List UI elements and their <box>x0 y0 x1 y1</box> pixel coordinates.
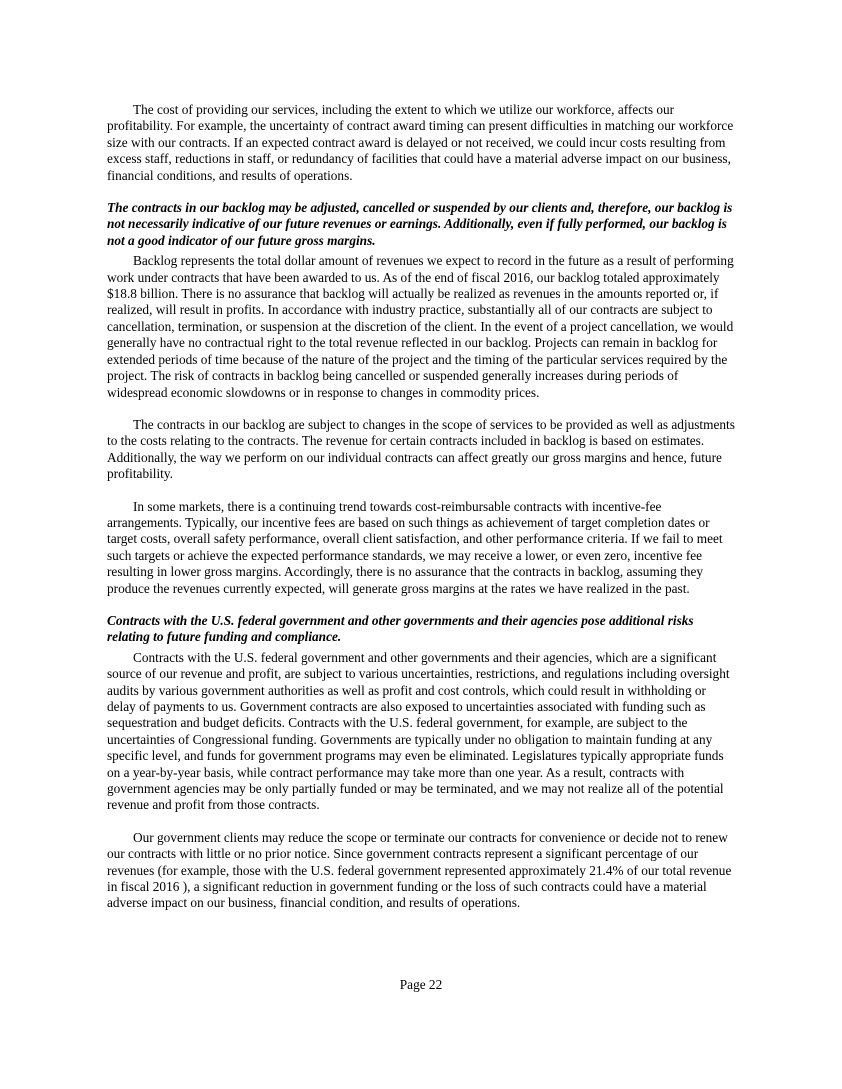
paragraph-government-uncertainties: Contracts with the U.S. federal government and other governments and their agencies, which are a significant source of our revenue and profit, are subject to various uncertainties, restrictions, and regulations including oversight audits by various government authorities as well as profit and cost controls, which could result in withholding or delay of payments to us. Government contracts are also exposed to uncertainties associated with funding such as sequestration and budget deficits. Contracts with the U.S. federal government, for example, are subject to the uncertainties of Congressional funding. Governments are typically under no obligation to maintain funding at any specific level, and funds for government programs may even be eliminated. Legislatures typically appropriate funds on a year-by-year basis, while contract performance may take more than one year. As a result, contracts with government agencies may be only partially funded or may be terminated, and we may not realize all of the potential revenue and profit from those contracts. <box>107 649 730 813</box>
paragraph-incentive-fees: In some markets, there is a continuing trend towards cost-reimbursable contracts with incentive-fee arrangements. Typically, our incentive fees are based on such things as achievement of target completion dates or target costs, overall safety performance, overall client satisfaction, and other performance criteria. If we fail to meet such targets or achieve the expected performance standards, we may receive a lower, or even zero, incentive fee resulting in lower gross margins. Accordingly, there is no assurance that the contracts in backlog, assuming they produce the revenues currently expected, will generate gross margins at the rates we have realized in the past. <box>107 498 723 596</box>
page-number: Page 22 <box>399 977 443 992</box>
heading-backlog-risk: The contracts in our backlog may be adjusted, cancelled or suspended by our clients and, therefore, our backlog is not necessarily indicative of our future revenues or earnings. Additionally, even if fully performed, our backlog is not a good indicator of our future gross margins. <box>107 200 733 248</box>
paragraph-government-termination: Our government clients may reduce the scope or terminate our contracts for convenience or decide not to renew our contracts with little or no prior notice. Since government contracts represent a significant percentage of our revenues (for example, those with the U.S. federal government represented approximately 21.4% of our total revenue in fiscal 2016 ), a significant reduction in government funding or the loss of such contracts could have a material adverse impact on our business, financial condition, and results of operations. <box>107 829 732 911</box>
paragraph-workforce-costs: The cost of providing our services, including the extent to which we utilize our workforce, affects our profitability. For example, the uncertainty of contract award timing can present difficulties in matching our workforce size with our contracts. If an expected contract award is delayed or not received, we could incur costs resulting from excess staff, reductions in staff, or redundancy of facilities that could have a material adverse impact on our business, financial conditions, and results of operations. <box>107 102 734 183</box>
paragraph-backlog-scope-changes: The contracts in our backlog are subject to changes in the scope of services to be provided as well as adjustments to the costs relating to the contracts. The revenue for certain contracts included in backlog is based on estimates. Additionally, the way we perform on our individual contracts can affect greatly our gross margins and hence, future profitability. <box>107 416 735 482</box>
document-body <box>107 102 735 928</box>
heading-government-contracts-risk: Contracts with the U.S. federal government and other governments and their agencies pose additional risks relating to future funding and compliance. <box>107 612 694 645</box>
paragraph-backlog-definition: Backlog represents the total dollar amount of revenues we expect to record in the future as a result of performing work under contracts that have been awarded to us. As of the end of fiscal 2016, our backlog totaled approximately $18.8 billion. There is no assurance that backlog will actually be realized as revenues in the amounts reported or, if realized, will result in profits. In accordance with industry practice, substantially all of our contracts are subject to cancellation, termination, or suspension at the discretion of the client. In the event of a project cancellation, we would generally have no contractual right to the total revenue reflected in our backlog. Projects can remain in backlog for extended periods of time because of the nature of the project and the timing of the particular services required by the project. The risk of contracts in backlog being cancelled or suspended generally increases during periods of widespread economic slowdowns or in response to changes in commodity prices. <box>107 253 734 400</box>
